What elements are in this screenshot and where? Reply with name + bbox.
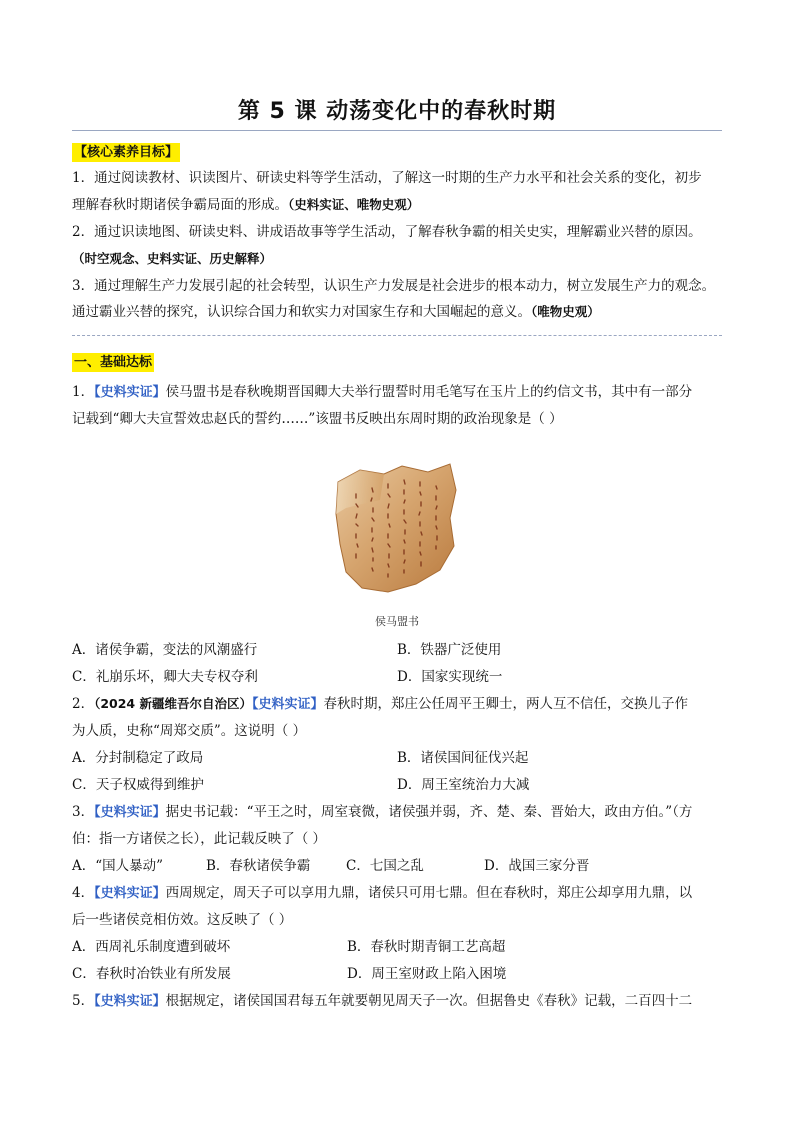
- goal-1-competency-tag: （史料实证、唯物史观）: [288, 197, 420, 212]
- q1-number: 1．: [72, 384, 95, 400]
- goal-1-line-2: [72, 195, 732, 215]
- q1-option-c[interactable]: C．礼崩乐坏，卿大夫专权夺利: [72, 669, 258, 685]
- goal-1-line-1: 1．通过阅读教材、识读图片、研读史料等学生活动，了解这一时期的生产力水平和社会关系的变化，初步: [72, 170, 702, 186]
- goal-1-text: 理解春秋时期诸侯争霸局面的形成。: [72, 197, 288, 213]
- goal-3-text: 通过霸业兴替的探究，认识综合国力和软实力对国家生存和大国崛起的意义。: [72, 304, 531, 320]
- q4-number: 4．: [72, 885, 95, 901]
- q3-line-1: [72, 802, 732, 823]
- q3-option-b[interactable]: B．春秋诸侯争霸: [206, 858, 311, 874]
- q3-option-a[interactable]: A．“国人暴动”: [72, 858, 164, 874]
- q2-line-1: [72, 694, 732, 715]
- q2-option-c[interactable]: C．天子权威得到维护: [72, 777, 204, 793]
- q4-text-1: 西周规定，周天子可以享用九鼎，诸侯只可用七鼎。但在春秋时，郑庄公却享用九鼎，以: [165, 885, 693, 901]
- q2-tag: 【史料实证】: [252, 697, 324, 712]
- goal-2-line-1: 2．通过识读地图、研读史料、讲成语故事等学生活动，了解春秋争霸的相关史实，理解霸业兴替的原因。: [72, 224, 702, 240]
- q2-source: （2024 新疆维吾尔自治区）: [94, 696, 252, 711]
- q5-text-1: 根据规定，诸侯国国君每五年就要朝见周天子一次。但据鲁史《春秋》记载，二百四十二: [165, 993, 693, 1009]
- q1-text-1: 侯马盟书是春秋晚期晋国卿大夫举行盟誓时用毛笔写在玉片上的约信文书，其中有一部分: [165, 384, 693, 400]
- q2-option-a[interactable]: A．分封制稳定了政局: [72, 750, 204, 766]
- core-goals-heading: 【核心素养目标】: [74, 145, 179, 160]
- q2-text-1: 春秋时期，郑庄公任周平王卿士，两人互不信任，交换儿子作: [323, 696, 689, 712]
- goal-3-line-1: 3．通过理解生产力发展引起的社会转型，认识生产力发展是社会进步的根本动力，树立发展生产力的观念。: [72, 278, 716, 294]
- q3-text-1: 据史书记载：“平王之时，周室衰微，诸侯强并弱，齐、楚、秦、晋始大，政由方伯。”（方: [165, 804, 693, 820]
- q4-line-1: [72, 883, 732, 904]
- q2-number: 2．: [72, 696, 95, 712]
- q3-number: 3．: [72, 804, 95, 820]
- goal-3-competency-tag: （唯物史观）: [531, 304, 600, 319]
- q3-tag: 【史料实证】: [94, 805, 166, 820]
- goal-2-competency-tag: （时空观念、史料实证、历史解释）: [72, 251, 273, 266]
- q1-tag: 【史料实证】: [94, 385, 166, 400]
- q3-option-d[interactable]: D．战国三家分晋: [484, 858, 590, 874]
- lesson-title: 第 5 课 动荡变化中的春秋时期: [237, 99, 557, 124]
- q1-option-b[interactable]: B．铁器广泛使用: [397, 642, 502, 658]
- q5-number: 5．: [72, 993, 95, 1009]
- q4-option-c[interactable]: C．春秋时冶铁业有所发展: [72, 966, 231, 982]
- goal-3-line-2: [72, 302, 732, 322]
- q4-option-b[interactable]: B．春秋时期青铜工艺高超: [347, 939, 506, 955]
- q3-line-2: 伯：指一方诸侯之长），此记载反映了（ ）: [72, 831, 327, 847]
- q2-option-d[interactable]: D．周王室统治力大减: [397, 777, 530, 793]
- q4-option-d[interactable]: D．周王室财政上陷入困境: [347, 966, 507, 982]
- q5-line-1: [72, 991, 732, 1012]
- houma-covenant-image: [332, 460, 460, 596]
- q1-option-a[interactable]: A．诸侯争霸，变法的风潮盛行: [72, 642, 258, 658]
- q4-option-a[interactable]: A．西周礼乐制度遭到破坏: [72, 939, 231, 955]
- q2-line-2: 为人质，史称“周郑交质”。这说明（ ）: [72, 723, 307, 739]
- section-basic-heading: 一、基础达标: [74, 355, 153, 370]
- section-divider: [72, 335, 722, 336]
- title-divider: [72, 130, 722, 131]
- artifact-caption: 侯马盟书: [375, 615, 419, 628]
- goal-2-line-2: [72, 249, 732, 269]
- q4-tag: 【史料实证】: [94, 886, 166, 901]
- q1-line-2: 记载到“卿大夫宣誓效忠赵氏的誓约……”该盟书反映出东周时期的政治现象是（ ）: [72, 411, 563, 427]
- q4-line-2: 后一些诸侯竞相仿效。这反映了（ ）: [72, 912, 293, 928]
- q1-line-1: [72, 382, 732, 403]
- q5-tag: 【史料实证】: [94, 994, 166, 1009]
- q1-option-d[interactable]: D．国家实现统一: [397, 669, 503, 685]
- q2-option-b[interactable]: B．诸侯国间征伐兴起: [397, 750, 529, 766]
- q3-option-c[interactable]: C．七国之乱: [346, 858, 424, 874]
